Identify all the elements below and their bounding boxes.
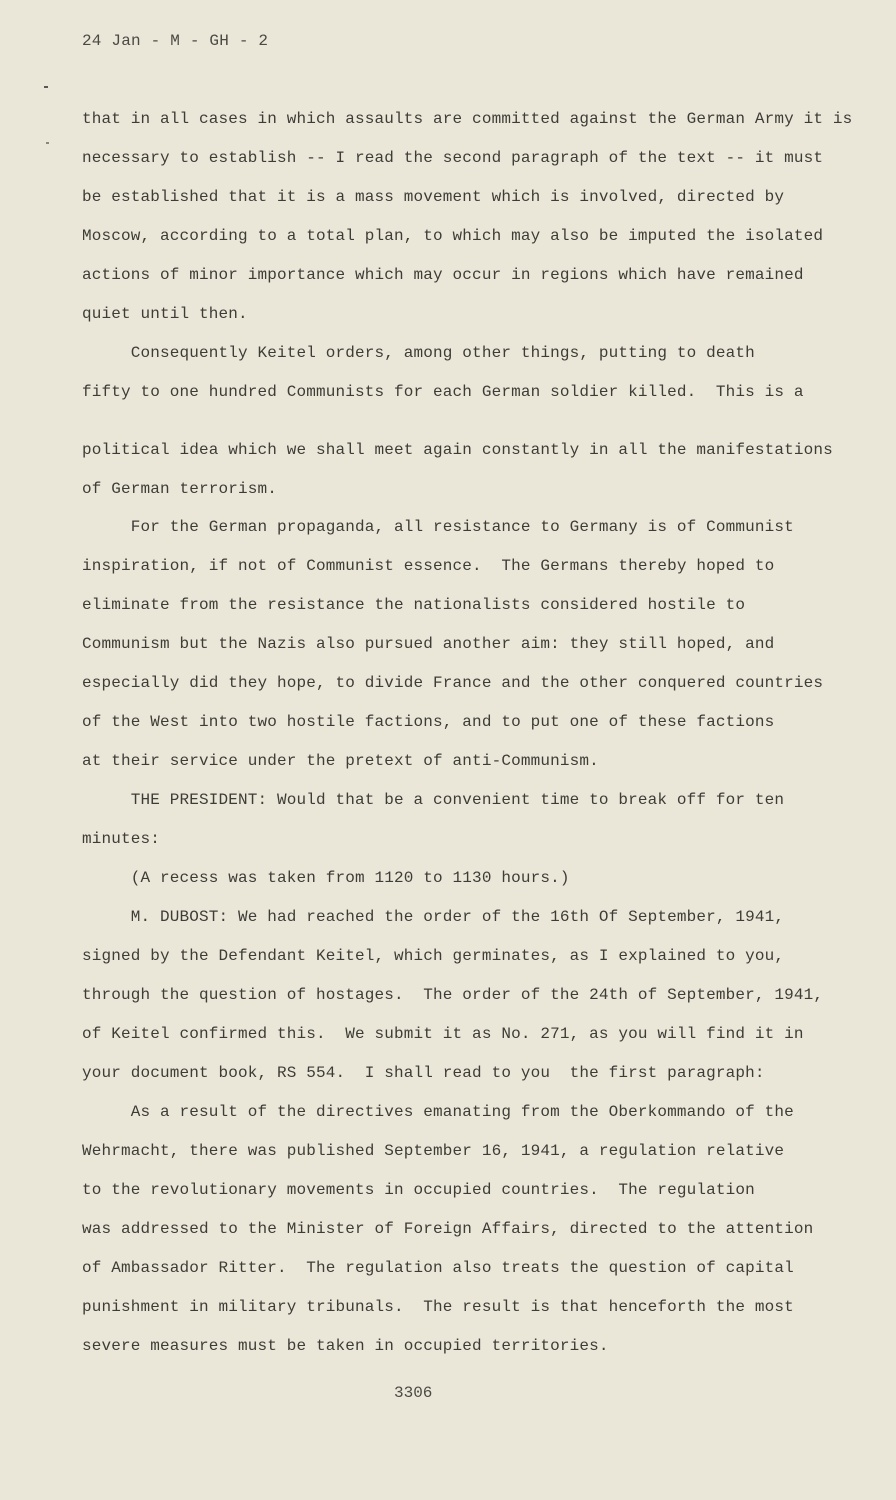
text-line: Communism but the Nazis also pursued another aim: they still hoped, and [82,635,775,653]
text-line: to the revolutionary movements in occupied countries. The regulation [82,1181,755,1199]
text-line: of Keitel confirmed this. We submit it as No. 271, as you will find it in [82,1025,804,1043]
text-line: Moscow, according to a total plan, to which may also be imputed the isolated [82,227,824,245]
text-line: inspiration, if not of Communist essence. The Germans thereby hoped to [82,557,775,575]
text-line: For the German propaganda, all resistance to Germany is of Communist [82,518,794,536]
text-line: eliminate from the resistance the nationalists considered hostile to [82,596,746,614]
text-line: of the West into two hostile factions, and to put one of these factions [82,713,775,731]
text-line: necessary to establish -- I read the second paragraph of the text -- it must [82,149,824,167]
text-line: punishment in military tribunals. The result is that henceforth the most [82,1298,794,1316]
text-line: Wehrmacht, there was published September 16, 1941, a regulation relative [82,1142,785,1160]
text-line: As a result of the directives emanating from the Oberkommando of the [82,1103,794,1121]
page-number: 3306 [394,1384,433,1402]
text-line: THE PRESIDENT: Would that be a convenient time to break off for ten [82,791,785,809]
text-line: Consequently Keitel orders, among other things, putting to death [82,344,755,362]
text-line: political idea which we shall meet again constantly in all the manifestations [82,441,833,459]
text-line: that in all cases in which assaults are committed against the German Army it is [82,110,853,128]
text-line: through the question of hostages. The order of the 24th of September, 1941, [82,986,824,1004]
text-line: especially did they hope, to divide France and the other conquered countries [82,674,824,692]
text-line: minutes: [82,830,161,848]
text-line: M. DUBOST: We had reached the order of the 16th Of September, 1941, [82,908,785,926]
text-line: at their service under the pretext of anti-Communism. [82,752,599,770]
text-line: of German terrorism. [82,480,278,498]
text-line: your document book, RS 554. I shall read to you the first paragraph: [82,1064,765,1082]
text-line: (A recess was taken from 1120 to 1130 hours.) [82,869,570,887]
text-line: signed by the Defendant Keitel, which germinates, as I explained to you, [82,947,785,965]
text-line: was addressed to the Minister of Foreign Affairs, directed to the attention [82,1220,814,1238]
text-line: fifty to one hundred Communists for each German soldier killed. This is a [82,383,804,401]
page-header: 24 Jan - M - GH - 2 [82,32,269,50]
text-line: of Ambassador Ritter. The regulation also treats the question of capital [82,1259,794,1277]
text-line: severe measures must be taken in occupied territories. [82,1337,609,1355]
margin-mark [44,86,48,88]
margin-mark [46,142,49,144]
text-line: quiet until then. [82,305,248,323]
text-line: be established that it is a mass movement which is involved, directed by [82,188,785,206]
text-line: actions of minor importance which may occur in regions which have remained [82,266,804,284]
